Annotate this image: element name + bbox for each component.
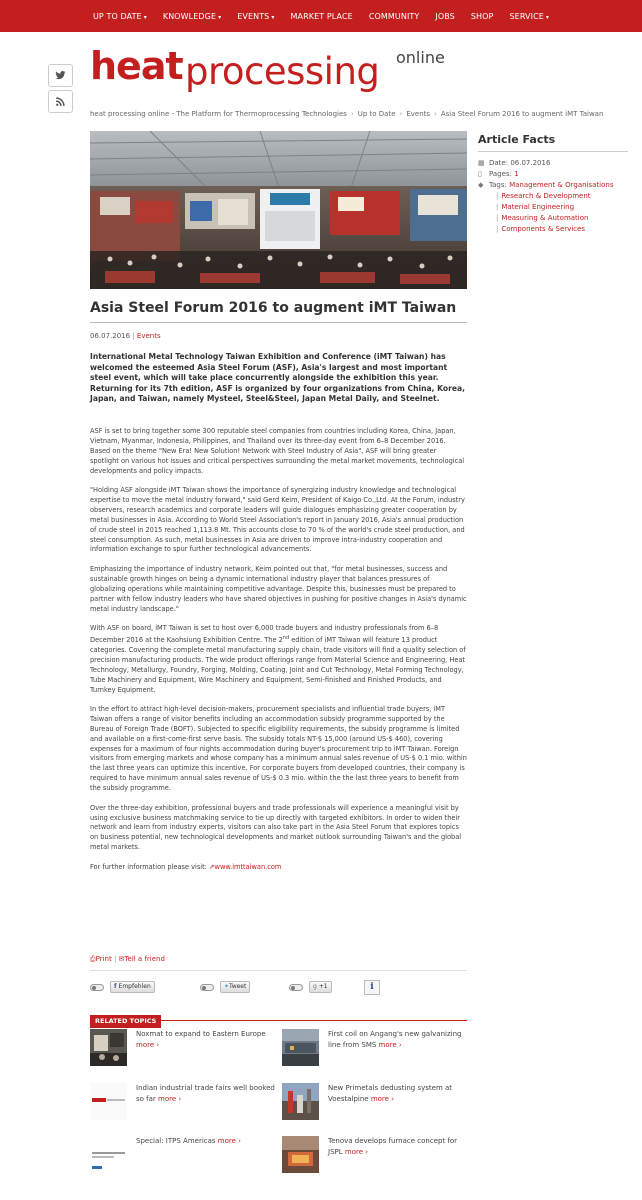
article-body bbox=[90, 427, 467, 882]
facebook-like-button[interactable]: f Empfehlen bbox=[110, 981, 155, 993]
related-title: First coil on Angang's new galvanizing line from SMS bbox=[328, 1030, 462, 1049]
article-category-link[interactable]: Events bbox=[136, 332, 161, 340]
article-lead: International Metal Technology Taiwan Exhibition and Conference (iMT Taiwan) has welcomed the esteemed Asia Steel Forum (ASF), Asia's largest and most important steel event, which will take place concurrently alongside the exhibition this year. Returning for its 7th edition, ASF is organized by four organizations from China, Korea, Japan, and Taiwan, namely Mysteel, Steel&Steel, Japan Metal Daily, and Steelnet. bbox=[90, 352, 466, 403]
tag-link[interactable]: Measuring & Automation bbox=[501, 214, 589, 222]
twitter-privacy-toggle[interactable] bbox=[200, 984, 214, 991]
chevron-down-icon: ▾ bbox=[271, 13, 275, 21]
breadcrumb-up-to-date[interactable]: Up to Date bbox=[357, 110, 396, 118]
article-paragraph: Emphasizing the importance of industry network, Keim pointed out that, "for metal businesses, success and sustainable growth hinges on being a dynamic international industry player that balances pressures of globalizing operations while maintaining competitive advantage. Despite this, businesses must be prepared to partner with fellow industry leaders who have shared objectives in pushing for positive changes in Asia's dynamic metal industry landscape." bbox=[90, 564, 467, 613]
nav-up-to-date[interactable]: UP TO DATE ▾ bbox=[92, 11, 147, 21]
facebook-privacy-toggle[interactable] bbox=[90, 984, 104, 991]
exhibition-hall-photo bbox=[90, 131, 467, 289]
nav-jobs[interactable]: JOBS bbox=[435, 11, 455, 21]
article-hero-image bbox=[90, 131, 467, 289]
googleplus-button[interactable]: g +1 bbox=[309, 981, 332, 993]
share-bar bbox=[90, 980, 467, 996]
rss-icon bbox=[55, 96, 66, 107]
related-title: Noxmat to expand to Eastern Europe bbox=[136, 1030, 266, 1038]
tag-link[interactable]: Components & Services bbox=[501, 225, 586, 233]
envelope-icon: ✉ bbox=[118, 955, 125, 963]
more-link[interactable]: more › bbox=[217, 1137, 241, 1145]
googleplus-privacy-toggle[interactable] bbox=[289, 984, 303, 991]
related-thumbnail bbox=[282, 1083, 319, 1120]
chevron-down-icon: ▾ bbox=[143, 13, 147, 21]
article-paragraph: With ASF on board, iMT Taiwan is set to host over 6,000 trade buyers and industry professionals from 6–8 December 2016 at the Kaohsiung Exhibition Centre. The 2nd edition of iMT Taiwan will feature 13 product categories. Covering the complete metal manufacturing supply chain, trade visitors will find a quality selection of precision manufacturing products. The wide product offerings range from Material Science and Engineering, Heat Technology, Metallurgy, Foundry, Forging, Molding, Coating, Joint and Cut Technology, Metal Forming Technology, Tube Machinery and Equipment, Wire Machinery and Equipment, Semi-finished and Finished Products, and Turnkey Equipment. bbox=[90, 623, 466, 694]
more-link[interactable]: more › bbox=[344, 1147, 369, 1156]
share-info-button[interactable]: i bbox=[364, 980, 380, 995]
breadcrumb-home[interactable]: heat processing online - The Platform for Thermoprocessing Technologies bbox=[90, 110, 347, 118]
article-paragraph: In the effort to attract high-level decision-makers, procurement specialists and influential trade buyers, iMT Taiwan offers a range of visitor benefits including an accommodation subsidy programme supported by the Bureau of Foreign Trade (BOFT). Subjected to specific eligibility requirements, the subsidy programme is limited and available on a first-come-first serve basis. The subsidy totals NT-$ 15,000 (around US-$ 460), covering expenses for a maximum of four nights accommodation during buyer's procurement trip to iMT Taiwan. Foreign visitors from emerging markets and whose company has a minimum annual sales revenue of US-$ 0.1 mio. within the last three years can optimize this incentive. For corporate buyers from developed countries, their company is required to have minimum annual sales revenue of US-$ 0.3 mio. within the the last three years to benefit from the subsidy programme. bbox=[90, 704, 467, 793]
related-title: New Primetals dedusting system at Voestalpine bbox=[328, 1084, 453, 1103]
tag-icon: ◆ bbox=[478, 181, 484, 189]
article-facts-heading: Article Facts bbox=[478, 133, 628, 152]
article-paragraph: ASF is set to bring together some 300 reputable steel companies from countries including Korea, China, Japan, Vietnam, Myanmar, Indonesia, Philippines, and Thailand over its three-day event from 6–8 December 2016. Based on the theme "New Era! New Solution! Network with Steel Industry of Asia", ASF will bring greater spotlight on various hot issues and critical perspectives surrounding the metal market movements, technological developments and policy impacts. bbox=[90, 427, 465, 475]
facts-pages: ▯ Pages: 1 bbox=[478, 170, 519, 178]
twitter-icon: ✦ bbox=[224, 983, 230, 990]
nav-knowledge[interactable]: KNOWLEDGE ▾ bbox=[162, 11, 222, 21]
logo-online: online bbox=[396, 48, 445, 67]
related-topics-header: RELATED TOPICS bbox=[90, 1008, 467, 1021]
top-navigation bbox=[0, 0, 642, 32]
tag-separator: | bbox=[496, 214, 499, 222]
nav-shop[interactable]: SHOP bbox=[470, 11, 494, 21]
tag-separator: | bbox=[496, 203, 499, 211]
tag-link[interactable]: Material Engineering bbox=[501, 203, 575, 211]
related-thumbnail bbox=[90, 1136, 127, 1173]
logo-processing: processing bbox=[185, 50, 380, 93]
breadcrumb-current: Asia Steel Forum 2016 to augment iMT Taiwan bbox=[440, 110, 604, 118]
chevron-down-icon: ▾ bbox=[218, 13, 222, 21]
facts-date: ▦ Date: 06.07.2016 bbox=[478, 159, 551, 167]
further-info-link[interactable]: www.imttaiwan.com bbox=[214, 862, 282, 871]
rss-button[interactable] bbox=[48, 90, 73, 113]
breadcrumb bbox=[90, 110, 603, 118]
meta-separator: | bbox=[132, 332, 137, 340]
print-link[interactable]: Print bbox=[95, 955, 112, 963]
related-title: Special: ITPS Americas bbox=[136, 1137, 216, 1145]
action-separator: | bbox=[113, 955, 119, 963]
related-thumbnail bbox=[90, 1029, 127, 1066]
article-paragraph: "Holding ASF alongside iMT Taiwan shows the importance of synergizing industry knowledge and technological expertise to move the metal industry forward," said Gerd Keim, President of Kaigo Co.,Ltd. At the Forum, industry observers, research academics and corporate leaders will guide dialogues emphasizing greater cooperation by metal businesses in Asia. According to World Steel Association's report in January 2016, Asia's annual production of crude steel in 2015 reached 1,113.8 Mt. This accounts close to 70 % of the world's crude steel production, and steel consumption. As such, metal businesses in Asia are driven to improve intra-industry cooperation and information exchange to spur further technological advancements. bbox=[90, 486, 465, 554]
tag-separator: | bbox=[496, 192, 499, 200]
nav-service[interactable]: SERVICE ▾ bbox=[509, 11, 550, 21]
related-thumbnail bbox=[282, 1029, 319, 1066]
nav-community[interactable]: COMMUNITY bbox=[368, 11, 420, 21]
print-icon: ⎙ bbox=[90, 955, 96, 963]
site-logo[interactable] bbox=[90, 44, 470, 100]
breadcrumb-separator: › bbox=[350, 110, 354, 118]
page-icon: ▯ bbox=[478, 170, 482, 178]
pages-link[interactable]: 1 bbox=[514, 170, 519, 178]
related-title: Tenova develops furnace concept for JSPL bbox=[328, 1137, 458, 1156]
article-facts bbox=[478, 133, 628, 235]
more-link[interactable]: more › bbox=[136, 1040, 160, 1049]
article-actions bbox=[90, 955, 467, 971]
calendar-icon: ▦ bbox=[478, 159, 485, 167]
external-link-icon: ⇗ bbox=[209, 862, 215, 871]
article-title: Asia Steel Forum 2016 to augment iMT Taiwan bbox=[90, 300, 467, 323]
article-meta bbox=[90, 332, 161, 340]
tag-separator: | bbox=[496, 225, 499, 233]
related-thumbnail bbox=[282, 1136, 319, 1173]
nav-market-place[interactable]: MARKET PLACE bbox=[290, 11, 353, 21]
further-info: For further information please visit: ⇗www.imttaiwan.com bbox=[90, 862, 282, 871]
facebook-icon: f bbox=[114, 983, 117, 990]
tweet-button[interactable]: ✦Tweet bbox=[220, 981, 250, 993]
article-paragraph: Over the three-day exhibition, professional buyers and trade professionals will experience a meaningful visit by using exclusive business matchmaking service to tie up directly with targeted exhibitors. In order to widen their network and learn from industry experts, visitors can also take part in the Asia Steel Forum that explores topics on business potential, new technological developments and market outlook surrounding Taiwan's and the global metal markets. bbox=[90, 803, 462, 852]
tag-link[interactable]: Management & Organisations bbox=[509, 181, 614, 189]
tag-link[interactable]: Research & Development bbox=[501, 192, 591, 200]
article-date: 06.07.2016 bbox=[90, 332, 131, 340]
related-title: Indian industrial trade fairs well booked so far bbox=[136, 1084, 275, 1103]
chevron-down-icon: ▾ bbox=[545, 13, 550, 21]
twitter-icon bbox=[55, 70, 66, 81]
facts-tags: ◆ Tags: Management & Organisations bbox=[478, 181, 614, 189]
logo-heat: heat bbox=[90, 44, 183, 88]
more-link[interactable]: more › bbox=[378, 1040, 402, 1049]
googleplus-icon: g bbox=[313, 983, 317, 990]
related-thumbnail bbox=[90, 1083, 127, 1120]
breadcrumb-separator: › bbox=[399, 110, 403, 118]
tell-a-friend-link[interactable]: Tell a friend bbox=[124, 955, 165, 963]
breadcrumb-events[interactable]: Events bbox=[406, 110, 431, 118]
breadcrumb-separator: › bbox=[434, 110, 437, 118]
twitter-button[interactable] bbox=[48, 64, 73, 87]
more-link[interactable]: more › bbox=[158, 1094, 182, 1103]
more-link[interactable]: more › bbox=[370, 1094, 394, 1103]
nav-events[interactable]: EVENTS ▾ bbox=[237, 11, 275, 21]
